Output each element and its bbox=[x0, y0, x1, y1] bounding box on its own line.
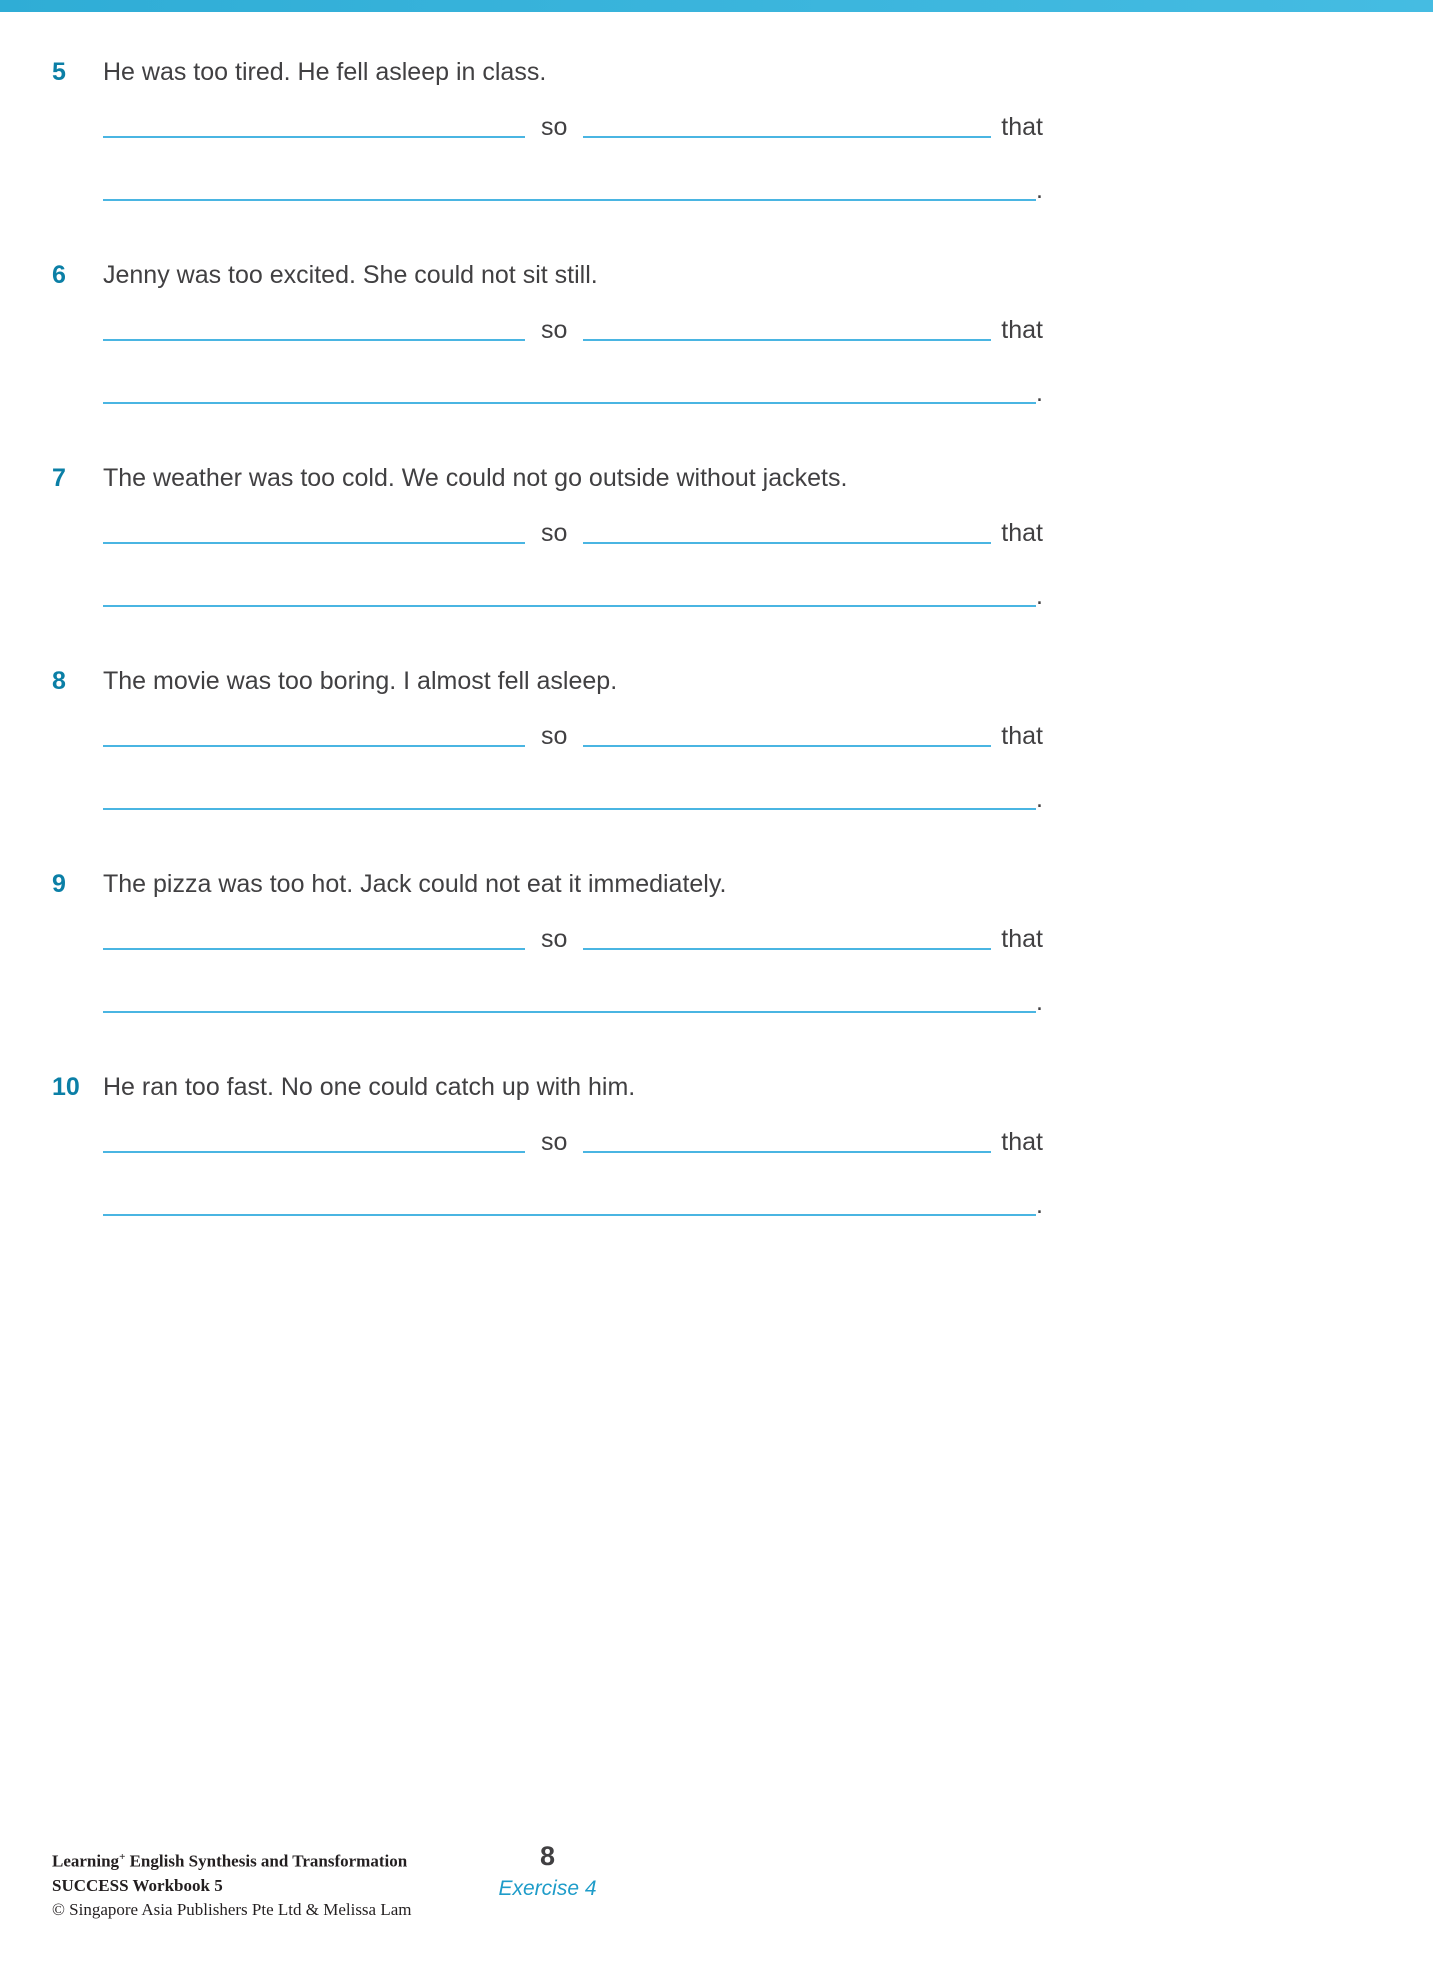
question-text: The movie was too boring. I almost fell asleep. bbox=[103, 667, 618, 695]
imprint-workbook-title: SUCCESS Workbook 5 bbox=[52, 1875, 223, 1895]
question-10 bbox=[52, 1071, 1043, 1220]
answer-blank-after-so bbox=[583, 112, 991, 138]
answer-blank-continuation bbox=[103, 784, 1036, 810]
connector-so: so bbox=[541, 519, 568, 547]
question-text: The weather was too cold. We could not go outside without jackets. bbox=[103, 464, 848, 492]
answer-line-2 bbox=[103, 1190, 1043, 1220]
answer-line-2 bbox=[103, 784, 1043, 814]
questions-section bbox=[52, 56, 1043, 1274]
question-number: 7 bbox=[52, 464, 66, 492]
answer-line-2 bbox=[103, 378, 1043, 408]
answer-area bbox=[103, 518, 1043, 611]
connector-that: that bbox=[1001, 925, 1043, 953]
answer-line-1 bbox=[103, 1127, 1043, 1157]
question-6 bbox=[52, 259, 1043, 408]
answer-line-2 bbox=[103, 581, 1043, 611]
connector-that: that bbox=[1001, 722, 1043, 750]
answer-blank-after-so bbox=[583, 518, 991, 544]
connector-so: so bbox=[541, 113, 568, 141]
answer-area bbox=[103, 924, 1043, 1017]
page-footer-center bbox=[52, 1840, 1043, 1902]
answer-area bbox=[103, 315, 1043, 408]
imprint-copyright: © Singapore Asia Publishers Pte Ltd & Melissa Lam bbox=[52, 1899, 412, 1919]
question-head bbox=[52, 1071, 1043, 1103]
page-number: 8 bbox=[539, 1841, 556, 1871]
question-head bbox=[52, 868, 1043, 900]
answer-line-1 bbox=[103, 112, 1043, 142]
connector-so: so bbox=[541, 925, 568, 953]
question-text: The pizza was too hot. Jack could not eat it immediately. bbox=[103, 870, 727, 898]
connector-that: that bbox=[1001, 1128, 1043, 1156]
answer-blank-before-so bbox=[103, 112, 525, 138]
answer-blank-continuation bbox=[103, 987, 1036, 1013]
connector-so: so bbox=[541, 1128, 568, 1156]
question-text: Jenny was too excited. She could not sit still. bbox=[103, 261, 598, 289]
question-text: He was too tired. He fell asleep in class. bbox=[103, 58, 547, 86]
answer-blank-after-so bbox=[583, 924, 991, 950]
question-text: He ran too fast. No one could catch up with him. bbox=[103, 1073, 636, 1101]
sentence-period: . bbox=[1036, 785, 1043, 813]
sentence-period: . bbox=[1036, 1191, 1043, 1219]
answer-blank-continuation bbox=[103, 175, 1036, 201]
connector-so: so bbox=[541, 316, 568, 344]
sentence-period: . bbox=[1036, 176, 1043, 204]
connector-that: that bbox=[1001, 519, 1043, 547]
question-head bbox=[52, 665, 1043, 697]
answer-area bbox=[103, 1127, 1043, 1220]
question-number: 6 bbox=[52, 261, 66, 289]
answer-blank-after-so bbox=[583, 315, 991, 341]
sentence-period: . bbox=[1036, 988, 1043, 1016]
answer-line-1 bbox=[103, 721, 1043, 751]
question-number: 9 bbox=[52, 870, 66, 898]
question-8 bbox=[52, 665, 1043, 814]
answer-line-2 bbox=[103, 175, 1043, 205]
answer-line-1 bbox=[103, 315, 1043, 345]
question-head bbox=[52, 259, 1043, 291]
answer-blank-after-so bbox=[583, 1127, 991, 1153]
answer-line-1 bbox=[103, 518, 1043, 548]
answer-blank-before-so bbox=[103, 924, 525, 950]
question-head bbox=[52, 56, 1043, 88]
answer-line-2 bbox=[103, 987, 1043, 1017]
imprint-series-subtitle: English Synthesis and Transformation bbox=[125, 1851, 408, 1871]
connector-so: so bbox=[541, 722, 568, 750]
answer-blank-continuation bbox=[103, 378, 1036, 404]
imprint-plus-superscript: + bbox=[119, 1851, 126, 1863]
connector-that: that bbox=[1001, 113, 1043, 141]
answer-blank-before-so bbox=[103, 721, 525, 747]
answer-area bbox=[103, 721, 1043, 814]
answer-blank-after-so bbox=[583, 721, 991, 747]
answer-blank-before-so bbox=[103, 1127, 525, 1153]
answer-area bbox=[103, 112, 1043, 205]
answer-line-1 bbox=[103, 924, 1043, 954]
question-7 bbox=[52, 462, 1043, 611]
sentence-period: . bbox=[1036, 582, 1043, 610]
sentence-period: . bbox=[1036, 379, 1043, 407]
question-head bbox=[52, 462, 1043, 494]
question-number: 10 bbox=[52, 1073, 80, 1101]
question-number: 8 bbox=[52, 667, 66, 695]
question-5 bbox=[52, 56, 1043, 205]
imprint-series-name: Learning bbox=[52, 1851, 120, 1871]
connector-that: that bbox=[1001, 316, 1043, 344]
question-9 bbox=[52, 868, 1043, 1017]
question-number: 5 bbox=[52, 58, 66, 86]
answer-blank-continuation bbox=[103, 581, 1036, 607]
exercise-label: Exercise 4 bbox=[498, 1877, 597, 1900]
answer-blank-continuation bbox=[103, 1190, 1036, 1216]
page-top-accent-bar bbox=[0, 0, 1433, 12]
answer-blank-before-so bbox=[103, 518, 525, 544]
answer-blank-before-so bbox=[103, 315, 525, 341]
